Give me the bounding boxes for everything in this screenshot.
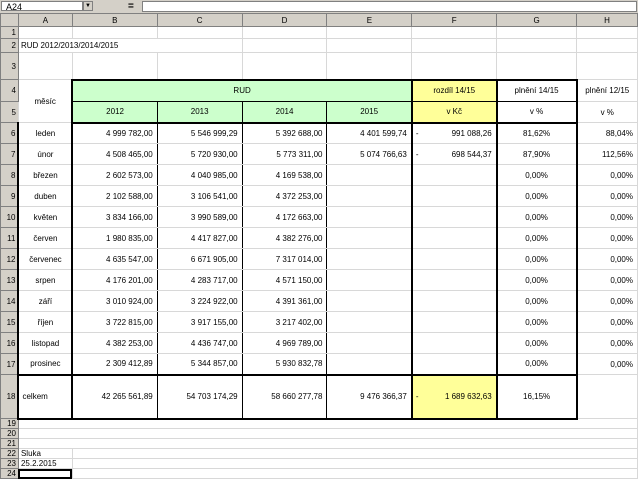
plneni-14-15[interactable]: 0,00% — [497, 228, 577, 249]
value-2014[interactable]: 5 392 688,00 — [242, 123, 327, 144]
value-2012[interactable]: 2 102 588,00 — [72, 186, 157, 207]
cell[interactable] — [242, 39, 327, 53]
diff-value[interactable] — [412, 165, 497, 186]
value-2014[interactable]: 4 382 276,00 — [242, 228, 327, 249]
cell[interactable] — [412, 27, 497, 39]
total-2013[interactable]: 54 703 174,29 — [157, 375, 242, 419]
plneni-12-15[interactable]: 0,00% — [577, 165, 638, 186]
date-cell[interactable]: 25.2.2015 — [18, 459, 72, 469]
plneni-12-15[interactable]: 0,00% — [577, 186, 638, 207]
month-name[interactable]: říjen — [18, 312, 72, 333]
value-2014[interactable]: 4 372 253,00 — [242, 186, 327, 207]
cell[interactable] — [327, 27, 412, 39]
cell[interactable] — [412, 53, 497, 80]
column-header[interactable]: E — [327, 14, 412, 27]
plneni-14-15[interactable]: 0,00% — [497, 270, 577, 291]
value-2012[interactable]: 4 176 201,00 — [72, 270, 157, 291]
author-cell[interactable]: Sluka — [18, 449, 72, 459]
diff-amount: 698 544,37 — [451, 149, 492, 159]
formula-input[interactable] — [142, 1, 637, 12]
month-name[interactable]: únor — [18, 144, 72, 165]
value-2012[interactable]: 4 382 253,00 — [72, 333, 157, 354]
value-2012[interactable]: 1 980 835,00 — [72, 228, 157, 249]
name-box[interactable]: A24 — [1, 1, 83, 11]
diff-value[interactable] — [412, 291, 497, 312]
cell[interactable] — [72, 459, 637, 469]
value-2015[interactable] — [327, 228, 412, 249]
value-2012[interactable]: 3 834 166,00 — [72, 207, 157, 228]
row-header[interactable]: 20 — [1, 429, 19, 439]
diff-value[interactable] — [412, 123, 497, 144]
value-2014[interactable]: 7 317 014,00 — [242, 249, 327, 270]
row-header[interactable]: 7 — [1, 144, 19, 165]
cell[interactable] — [242, 27, 327, 39]
total-2015[interactable]: 9 476 366,37 — [327, 375, 412, 419]
total-diff-value: 1 689 632,63 — [444, 392, 492, 401]
cell[interactable] — [577, 27, 638, 39]
row-header[interactable]: 21 — [1, 439, 19, 449]
row-header[interactable]: 22 — [1, 449, 19, 459]
value-2015[interactable] — [327, 165, 412, 186]
month-name[interactable]: leden — [18, 123, 72, 144]
diff-value[interactable] — [412, 228, 497, 249]
plneni-14-15[interactable]: 0,00% — [497, 291, 577, 312]
plneni-12-15[interactable]: 0,00% — [577, 207, 638, 228]
header-v-kc[interactable]: v Kč — [412, 102, 497, 123]
cell[interactable] — [497, 53, 577, 80]
plneni-12-15[interactable]: 0,00% — [577, 333, 638, 354]
formula-equals-icon[interactable]: = — [128, 1, 134, 12]
plneni-12-15[interactable]: 88,04% — [577, 123, 638, 144]
value-2012[interactable]: 4 635 547,00 — [72, 249, 157, 270]
month-name[interactable]: srpen — [18, 270, 72, 291]
cell[interactable] — [157, 53, 242, 80]
value-2014[interactable]: 4 571 150,00 — [242, 270, 327, 291]
month-name[interactable]: duben — [18, 186, 72, 207]
cell[interactable] — [497, 39, 577, 53]
row-header[interactable]: 10 — [1, 207, 19, 228]
value-2013[interactable]: 4 417 827,00 — [157, 228, 242, 249]
column-header[interactable]: C — [157, 14, 242, 27]
header-plneni-12-15[interactable]: plnění 12/15 — [577, 80, 638, 102]
negative-sign: - — [415, 392, 419, 401]
plneni-14-15[interactable]: 0,00% — [497, 165, 577, 186]
total-plneni[interactable]: 16,15% — [497, 375, 577, 419]
value-2015[interactable] — [327, 312, 412, 333]
spreadsheet-grid — [0, 13, 638, 479]
diff-value[interactable] — [412, 270, 497, 291]
diff-value[interactable] — [412, 144, 497, 165]
value-2015[interactable] — [327, 354, 412, 375]
row-header[interactable]: 15 — [1, 312, 19, 333]
value-2014[interactable]: 4 172 663,00 — [242, 207, 327, 228]
cell[interactable] — [72, 53, 157, 80]
cell[interactable] — [242, 53, 327, 80]
cell[interactable] — [18, 53, 72, 80]
value-2015[interactable] — [327, 186, 412, 207]
cell[interactable] — [497, 27, 577, 39]
cell[interactable] — [18, 27, 72, 39]
cell[interactable] — [18, 419, 637, 429]
value-2013[interactable]: 5 720 930,00 — [157, 144, 242, 165]
cell[interactable] — [412, 39, 497, 53]
plneni-14-15[interactable]: 0,00% — [497, 312, 577, 333]
row-header[interactable]: 19 — [1, 419, 19, 429]
value-2012[interactable]: 4 508 465,00 — [72, 144, 157, 165]
month-name[interactable]: březen — [18, 165, 72, 186]
header-mesic[interactable]: měsíc — [18, 80, 72, 123]
selected-cell-a24[interactable] — [18, 469, 72, 479]
value-2013[interactable]: 4 436 747,00 — [157, 333, 242, 354]
column-header[interactable]: F — [412, 14, 497, 27]
total-label[interactable]: celkem — [18, 375, 72, 419]
row-header[interactable]: 4 — [1, 80, 19, 102]
cell[interactable] — [18, 429, 637, 439]
row-header[interactable]: 1 — [1, 27, 19, 39]
row-header[interactable]: 5 — [1, 102, 19, 123]
value-2014[interactable]: 4 391 361,00 — [242, 291, 327, 312]
negative-sign: - — [415, 128, 419, 138]
cell[interactable] — [327, 39, 412, 53]
row-header[interactable]: 3 — [1, 53, 19, 80]
month-name[interactable]: červen — [18, 228, 72, 249]
value-2013[interactable]: 3 917 155,00 — [157, 312, 242, 333]
row-header[interactable]: 18 — [1, 375, 19, 419]
cell[interactable] — [577, 39, 638, 53]
column-header[interactable]: H — [577, 14, 638, 27]
cell[interactable] — [18, 439, 637, 449]
value-2015[interactable] — [327, 333, 412, 354]
value-2015[interactable] — [327, 207, 412, 228]
value-2014[interactable]: 4 969 789,00 — [242, 333, 327, 354]
negative-sign: - — [415, 149, 419, 159]
header-rozdil[interactable]: rozdíl 14/15 — [412, 80, 497, 102]
sheet-title[interactable]: RUD 2012/2013/2014/2015 — [18, 39, 242, 53]
month-name[interactable]: květen — [18, 207, 72, 228]
diff-amount: 991 088,26 — [451, 128, 492, 138]
diff-value[interactable] — [412, 186, 497, 207]
row-header[interactable]: 11 — [1, 228, 19, 249]
value-2013[interactable]: 3 224 922,00 — [157, 291, 242, 312]
value-2014[interactable]: 3 217 402,00 — [242, 312, 327, 333]
header-plneni-14-15[interactable]: plnění 14/15 — [497, 80, 577, 102]
value-2013[interactable]: 3 990 589,00 — [157, 207, 242, 228]
plneni-12-15[interactable]: 0,00% — [577, 354, 638, 375]
value-2013[interactable]: 4 283 717,00 — [157, 270, 242, 291]
row-header[interactable]: 13 — [1, 270, 19, 291]
value-2015[interactable] — [327, 270, 412, 291]
header-year-2013[interactable]: 2013 — [157, 102, 242, 123]
row-header[interactable]: 9 — [1, 186, 19, 207]
value-2014[interactable]: 5 773 311,00 — [242, 144, 327, 165]
cell[interactable] — [157, 27, 242, 39]
month-name[interactable]: září — [18, 291, 72, 312]
plneni-12-15[interactable]: 0,00% — [577, 228, 638, 249]
plneni-12-15[interactable]: 0,00% — [577, 249, 638, 270]
cell[interactable] — [577, 53, 638, 80]
row-header[interactable]: 6 — [1, 123, 19, 144]
total-diff[interactable] — [412, 375, 497, 419]
header-v-pct[interactable]: v % — [497, 102, 577, 123]
row-header[interactable]: 16 — [1, 333, 19, 354]
diff-value[interactable] — [412, 207, 497, 228]
header-rud[interactable]: RUD — [72, 80, 411, 102]
column-header[interactable]: A — [18, 14, 72, 27]
value-2015[interactable] — [327, 291, 412, 312]
column-header[interactable]: B — [72, 14, 157, 27]
value-2015[interactable]: 5 074 766,63 — [327, 144, 412, 165]
column-header[interactable]: G — [497, 14, 577, 27]
month-name[interactable]: listopad — [18, 333, 72, 354]
cell[interactable] — [327, 53, 412, 80]
row-header[interactable]: 2 — [1, 39, 19, 53]
value-2013[interactable]: 4 040 985,00 — [157, 165, 242, 186]
value-2013[interactable]: 5 546 999,29 — [157, 123, 242, 144]
plneni-14-15[interactable]: 0,00% — [497, 354, 577, 375]
row-header[interactable]: 24 — [1, 469, 19, 479]
cell[interactable] — [72, 27, 157, 39]
diff-value[interactable] — [412, 312, 497, 333]
diff-value[interactable] — [412, 249, 497, 270]
value-2015[interactable] — [327, 249, 412, 270]
value-2014[interactable]: 5 930 832,78 — [242, 354, 327, 375]
plneni-12-15[interactable]: 0,00% — [577, 312, 638, 333]
header-v-pct[interactable]: v % — [577, 102, 638, 123]
value-2012[interactable]: 2 309 412,89 — [72, 354, 157, 375]
plneni-14-15[interactable]: 0,00% — [497, 186, 577, 207]
row-header[interactable]: 8 — [1, 165, 19, 186]
header-year-2015[interactable]: 2015 — [327, 102, 412, 123]
value-2013[interactable]: 3 106 541,00 — [157, 186, 242, 207]
plneni-12-15[interactable]: 112,56% — [577, 144, 638, 165]
value-2015[interactable]: 4 401 599,74 — [327, 123, 412, 144]
value-2013[interactable]: 6 671 905,00 — [157, 249, 242, 270]
select-all-corner[interactable] — [1, 14, 19, 27]
header-year-2012[interactable]: 2012 — [72, 102, 157, 123]
value-2013[interactable]: 5 344 857,00 — [157, 354, 242, 375]
row-header[interactable]: 14 — [1, 291, 19, 312]
value-2014[interactable]: 4 169 538,00 — [242, 165, 327, 186]
total-2014[interactable]: 58 660 277,78 — [242, 375, 327, 419]
row-header[interactable]: 17 — [1, 354, 19, 375]
month-name[interactable]: prosinec — [18, 354, 72, 375]
month-name[interactable]: červenec — [18, 249, 72, 270]
formula-bar — [0, 0, 638, 14]
cell[interactable] — [72, 449, 637, 459]
total-2012[interactable]: 42 265 561,89 — [72, 375, 157, 419]
column-header[interactable]: D — [242, 14, 327, 27]
name-box-dropdown-icon[interactable]: ▼ — [83, 1, 93, 11]
cell[interactable] — [577, 375, 638, 419]
row-header[interactable]: 23 — [1, 459, 19, 469]
plneni-14-15[interactable]: 87,90% — [497, 144, 577, 165]
value-2012[interactable]: 4 999 782,00 — [72, 123, 157, 144]
diff-value[interactable] — [412, 333, 497, 354]
row-header[interactable]: 12 — [1, 249, 19, 270]
plneni-14-15[interactable]: 0,00% — [497, 333, 577, 354]
value-2012[interactable]: 3 010 924,00 — [72, 291, 157, 312]
diff-value[interactable] — [412, 354, 497, 375]
value-2012[interactable]: 3 722 815,00 — [72, 312, 157, 333]
header-year-2014[interactable]: 2014 — [242, 102, 327, 123]
plneni-14-15[interactable]: 0,00% — [497, 207, 577, 228]
cell[interactable] — [72, 469, 637, 479]
plneni-14-15[interactable]: 0,00% — [497, 249, 577, 270]
plneni-12-15[interactable]: 0,00% — [577, 291, 638, 312]
plneni-14-15[interactable]: 81,62% — [497, 123, 577, 144]
plneni-12-15[interactable]: 0,00% — [577, 270, 638, 291]
value-2012[interactable]: 2 602 573,00 — [72, 165, 157, 186]
